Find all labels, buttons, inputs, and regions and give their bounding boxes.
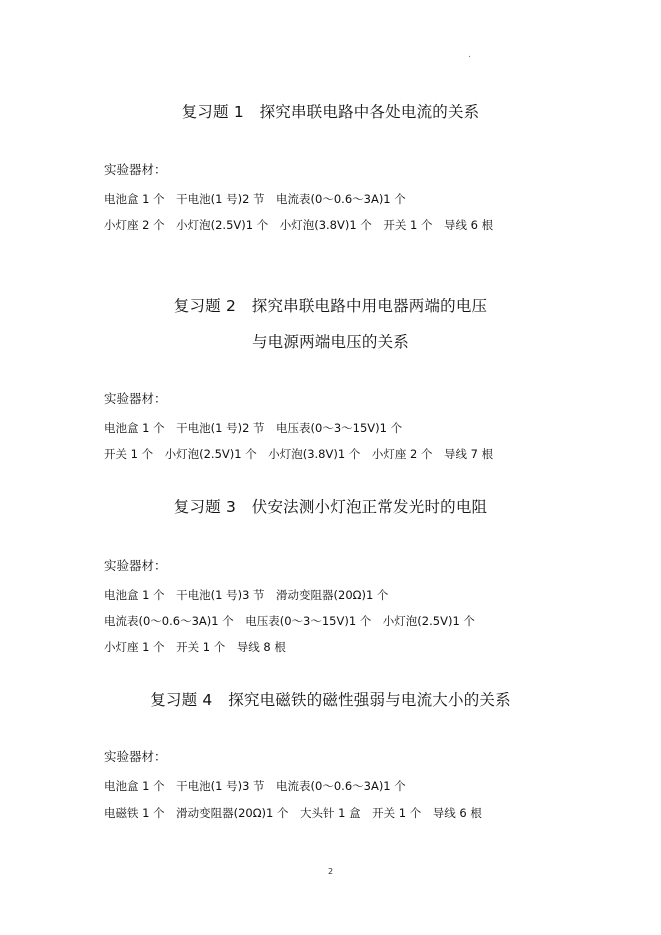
section-3-equipment-label: 实验器材：: [104, 558, 167, 573]
section-4-equipment-label: 实验器材：: [104, 749, 167, 764]
section-2-title-line-2: 与电源两端电压的关系: [251, 333, 409, 351]
section-1-equipment-line-2: 小灯座 2 个 小灯泡(2.5V)1 个 小灯泡(3.8V)1 个 开关 1 个 导线 6 根: [104, 218, 494, 232]
section-4-equipment-line-2: 电磁铁 1 个 滑动变阻器(20Ω)1 个 大头针 1 盒 开关 1 个 导线 6 根: [104, 806, 482, 820]
section-2-equipment-line-1: 电池盒 1 个 干电池(1 号)2 节 电压表(0～3～15V)1 个: [104, 421, 403, 435]
section-2-equipment-line-2: 开关 1 个 小灯泡(2.5V)1 个 小灯泡(3.8V)1 个 小灯座 2 个 导线 7 根: [104, 447, 494, 461]
section-2-title-line-1: 复习题 2 探究串联电路中用电器两端的电压: [173, 297, 488, 315]
section-1-equipment-label: 实验器材：: [104, 162, 167, 177]
section-4-title: 复习题 4 探究电磁铁的磁性强弱与电流大小的关系: [150, 691, 511, 709]
page-number: 2: [327, 867, 334, 876]
section-2-equipment-label: 实验器材：: [104, 391, 167, 406]
section-1-title: 复习题 1 探究串联电路中各处电流的关系: [181, 103, 480, 121]
section-3-equipment-line-1: 电池盒 1 个 干电池(1 号)3 节 滑动变阻器(20Ω)1 个: [104, 588, 389, 602]
section-1-equipment-line-1: 电池盒 1 个 干电池(1 号)2 节 电流表(0～0.6～3A)1 个: [104, 192, 406, 206]
section-3-equipment-line-2: 电流表(0～0.6～3A)1 个 电压表(0～3～15V)1 个 小灯泡(2.5V)1 个: [104, 614, 475, 628]
corner-mark: .: [468, 50, 471, 60]
section-4-equipment-line-1: 电池盒 1 个 干电池(1 号)3 节 电流表(0～0.6～3A)1 个: [104, 779, 406, 793]
section-3-title: 复习题 3 伏安法测小灯泡正常发光时的电阻: [173, 498, 488, 516]
section-3-equipment-line-3: 小灯座 1 个 开关 1 个 导线 8 根: [104, 640, 286, 654]
